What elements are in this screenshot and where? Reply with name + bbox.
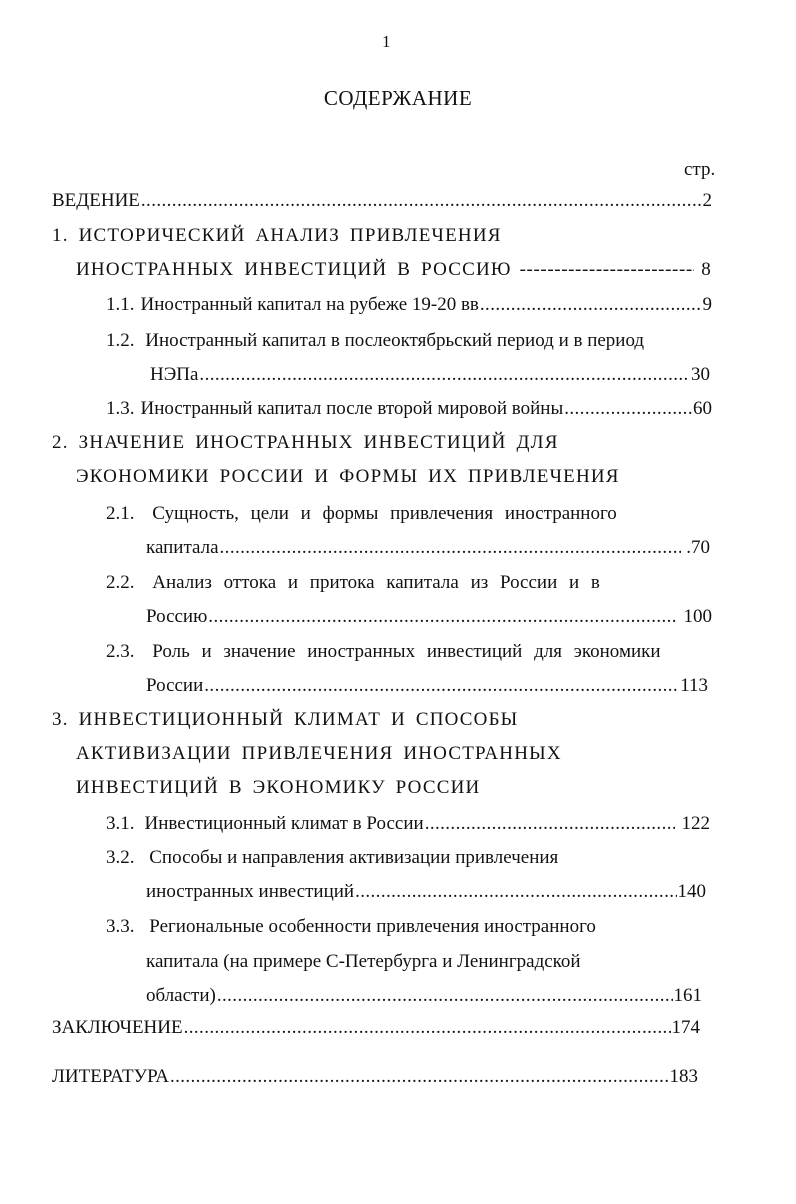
toc-chapter-2-line2: [76, 466, 620, 488]
toc-section-3-2-line1: [106, 847, 558, 869]
toc-page-number: 161: [673, 985, 702, 1006]
toc-section-number: 1.1.: [106, 294, 135, 315]
toc-section-text: Россию: [146, 606, 208, 627]
toc-section-number: 2.1.: [106, 503, 135, 524]
toc-chapter-title-line: ИНВЕСТИЦИОННЫЙ КЛИМАТ И СПОСОБЫ: [78, 709, 519, 730]
dot-leader: [217, 985, 673, 1007]
toc-section-text: области): [146, 985, 216, 1006]
toc-section-text: иностранных инвестиций: [146, 881, 355, 902]
toc-chapter-3-heading: [52, 709, 518, 731]
toc-section-text: капитала: [146, 537, 219, 558]
dot-leader: [141, 190, 702, 212]
dot-leader: [208, 606, 676, 628]
toc-page-number: .70: [686, 537, 710, 558]
toc-section-2-1-line2: [146, 537, 710, 559]
toc-chapter-title-line: ИНВЕСТИЦИЙ В ЭКОНОМИКУ РОССИИ: [76, 777, 481, 798]
toc-page-number: 8: [701, 259, 712, 280]
toc-page-number: 100: [683, 606, 712, 627]
toc-entry-text: ЗАКЛЮЧЕНИЕ: [52, 1017, 183, 1038]
toc-chapter-3-line2: [76, 743, 562, 765]
toc-page-number: 60: [693, 398, 712, 419]
toc-section-1-3: [106, 398, 712, 420]
toc-page-number: 174: [671, 1017, 700, 1038]
toc-section-text: Способы и направления активизации привлечения: [149, 847, 559, 868]
toc-section-text: капитала (на примере С-Петербурга и Ленинградской: [146, 951, 581, 972]
toc-section-number: 2.3.: [106, 641, 135, 662]
toc-section-3-2-line2: [146, 881, 706, 903]
toc-page-number: 2: [702, 190, 712, 211]
toc-section-number: 3.2.: [106, 847, 135, 868]
toc-page-number: 122: [681, 813, 710, 834]
toc-section-number: 3.1.: [106, 813, 135, 834]
toc-page-number: 140: [677, 881, 706, 902]
dot-leader: [564, 398, 692, 420]
dot-leader: [220, 537, 682, 559]
toc-entry-text: ЛИТЕРАТУРА: [52, 1066, 169, 1087]
toc-section-2-1-line1: [106, 503, 617, 525]
toc-entry-intro: [52, 190, 712, 212]
toc-section-text: Региональные особенности привлечения иностранного: [149, 916, 596, 937]
toc-entry-conclusion: [52, 1017, 700, 1039]
toc-chapter-title-line: ИНОСТРАННЫХ ИНВЕСТИЦИЙ В РОССИЮ: [76, 259, 512, 280]
toc-section-text: России: [146, 675, 204, 696]
dot-leader: [170, 1066, 669, 1088]
toc-section-number: 3.3.: [106, 916, 135, 937]
toc-section-text: Иностранный капитал в послеоктябрьский период и в период: [145, 330, 645, 351]
toc-page-number: 9: [702, 294, 712, 315]
page-number: 1: [382, 32, 391, 51]
page-title: СОДЕРЖАНИЕ: [323, 86, 473, 110]
dot-leader: [425, 813, 675, 835]
dot-leader: [480, 294, 702, 316]
toc-entry-text: ВЕДЕНИЕ: [52, 190, 140, 211]
dash-leader: [520, 259, 695, 281]
toc-section-1-2-line2: [150, 364, 710, 386]
toc-page-number: 183: [669, 1066, 698, 1087]
dot-leader: [199, 364, 690, 386]
toc-section-2-3-line2: [146, 675, 708, 697]
page-column-label: стр.: [684, 159, 716, 180]
toc-section-1-2-line1: [106, 330, 644, 352]
toc-page-number: 113: [680, 675, 708, 696]
toc-chapter-1-line2: [76, 259, 712, 281]
toc-entry-literature: [52, 1066, 698, 1088]
toc-section-number: 2.2.: [106, 572, 135, 593]
toc-section-number: 1.2.: [106, 330, 135, 351]
toc-section-3-3-line3: [146, 985, 702, 1007]
toc-chapter-title-line: ИСТОРИЧЕСКИЙ АНАЛИЗ ПРИВЛЕЧЕНИЯ: [78, 225, 502, 246]
toc-chapter-3-line3: [76, 777, 480, 799]
toc-section-2-2-line1: [106, 572, 600, 594]
toc-section-text: Иностранный капитал на рубеже 19-20 вв: [140, 294, 479, 315]
toc-chapter-number: 2.: [52, 432, 69, 453]
toc-section-3-1: [106, 813, 710, 835]
toc-section-text: Сущность, цели и формы привлечения иностранного: [152, 503, 617, 524]
toc-section-2-2-line2: [146, 606, 712, 628]
toc-section-number: 1.3.: [106, 398, 135, 419]
toc-section-text: Анализ оттока и притока капитала из России и в: [152, 572, 600, 593]
dot-leader: [184, 1017, 671, 1039]
toc-section-text: Иностранный капитал после второй мировой войны: [140, 398, 564, 419]
toc-section-1-1: [106, 294, 712, 316]
toc-chapter-title-line: ЭКОНОМИКИ РОССИИ И ФОРМЫ ИХ ПРИВЛЕЧЕНИЯ: [76, 466, 620, 487]
toc-chapter-2-heading: [52, 432, 559, 454]
toc-section-3-3-line2: [146, 951, 581, 973]
toc-section-text: Инвестиционный климат в России: [144, 813, 424, 834]
toc-section-text: Роль и значение иностранных инвестиций для экономики: [152, 641, 661, 662]
toc-chapter-1-heading: [52, 225, 502, 247]
dot-leader: [204, 675, 679, 697]
toc-section-text: НЭПа: [150, 364, 199, 385]
dot-leader: [355, 881, 676, 903]
toc-page-number: 30: [691, 364, 710, 385]
toc-chapter-title-line: АКТИВИЗАЦИИ ПРИВЛЕЧЕНИЯ ИНОСТРАННЫХ: [76, 743, 562, 764]
toc-section-2-3-line1: [106, 641, 661, 663]
toc-chapter-number: 1.: [52, 225, 69, 246]
toc-chapter-title-line: ЗНАЧЕНИЕ ИНОСТРАННЫХ ИНВЕСТИЦИЙ ДЛЯ: [78, 432, 559, 453]
toc-chapter-number: 3.: [52, 709, 69, 730]
toc-section-3-3-line1: [106, 916, 596, 938]
